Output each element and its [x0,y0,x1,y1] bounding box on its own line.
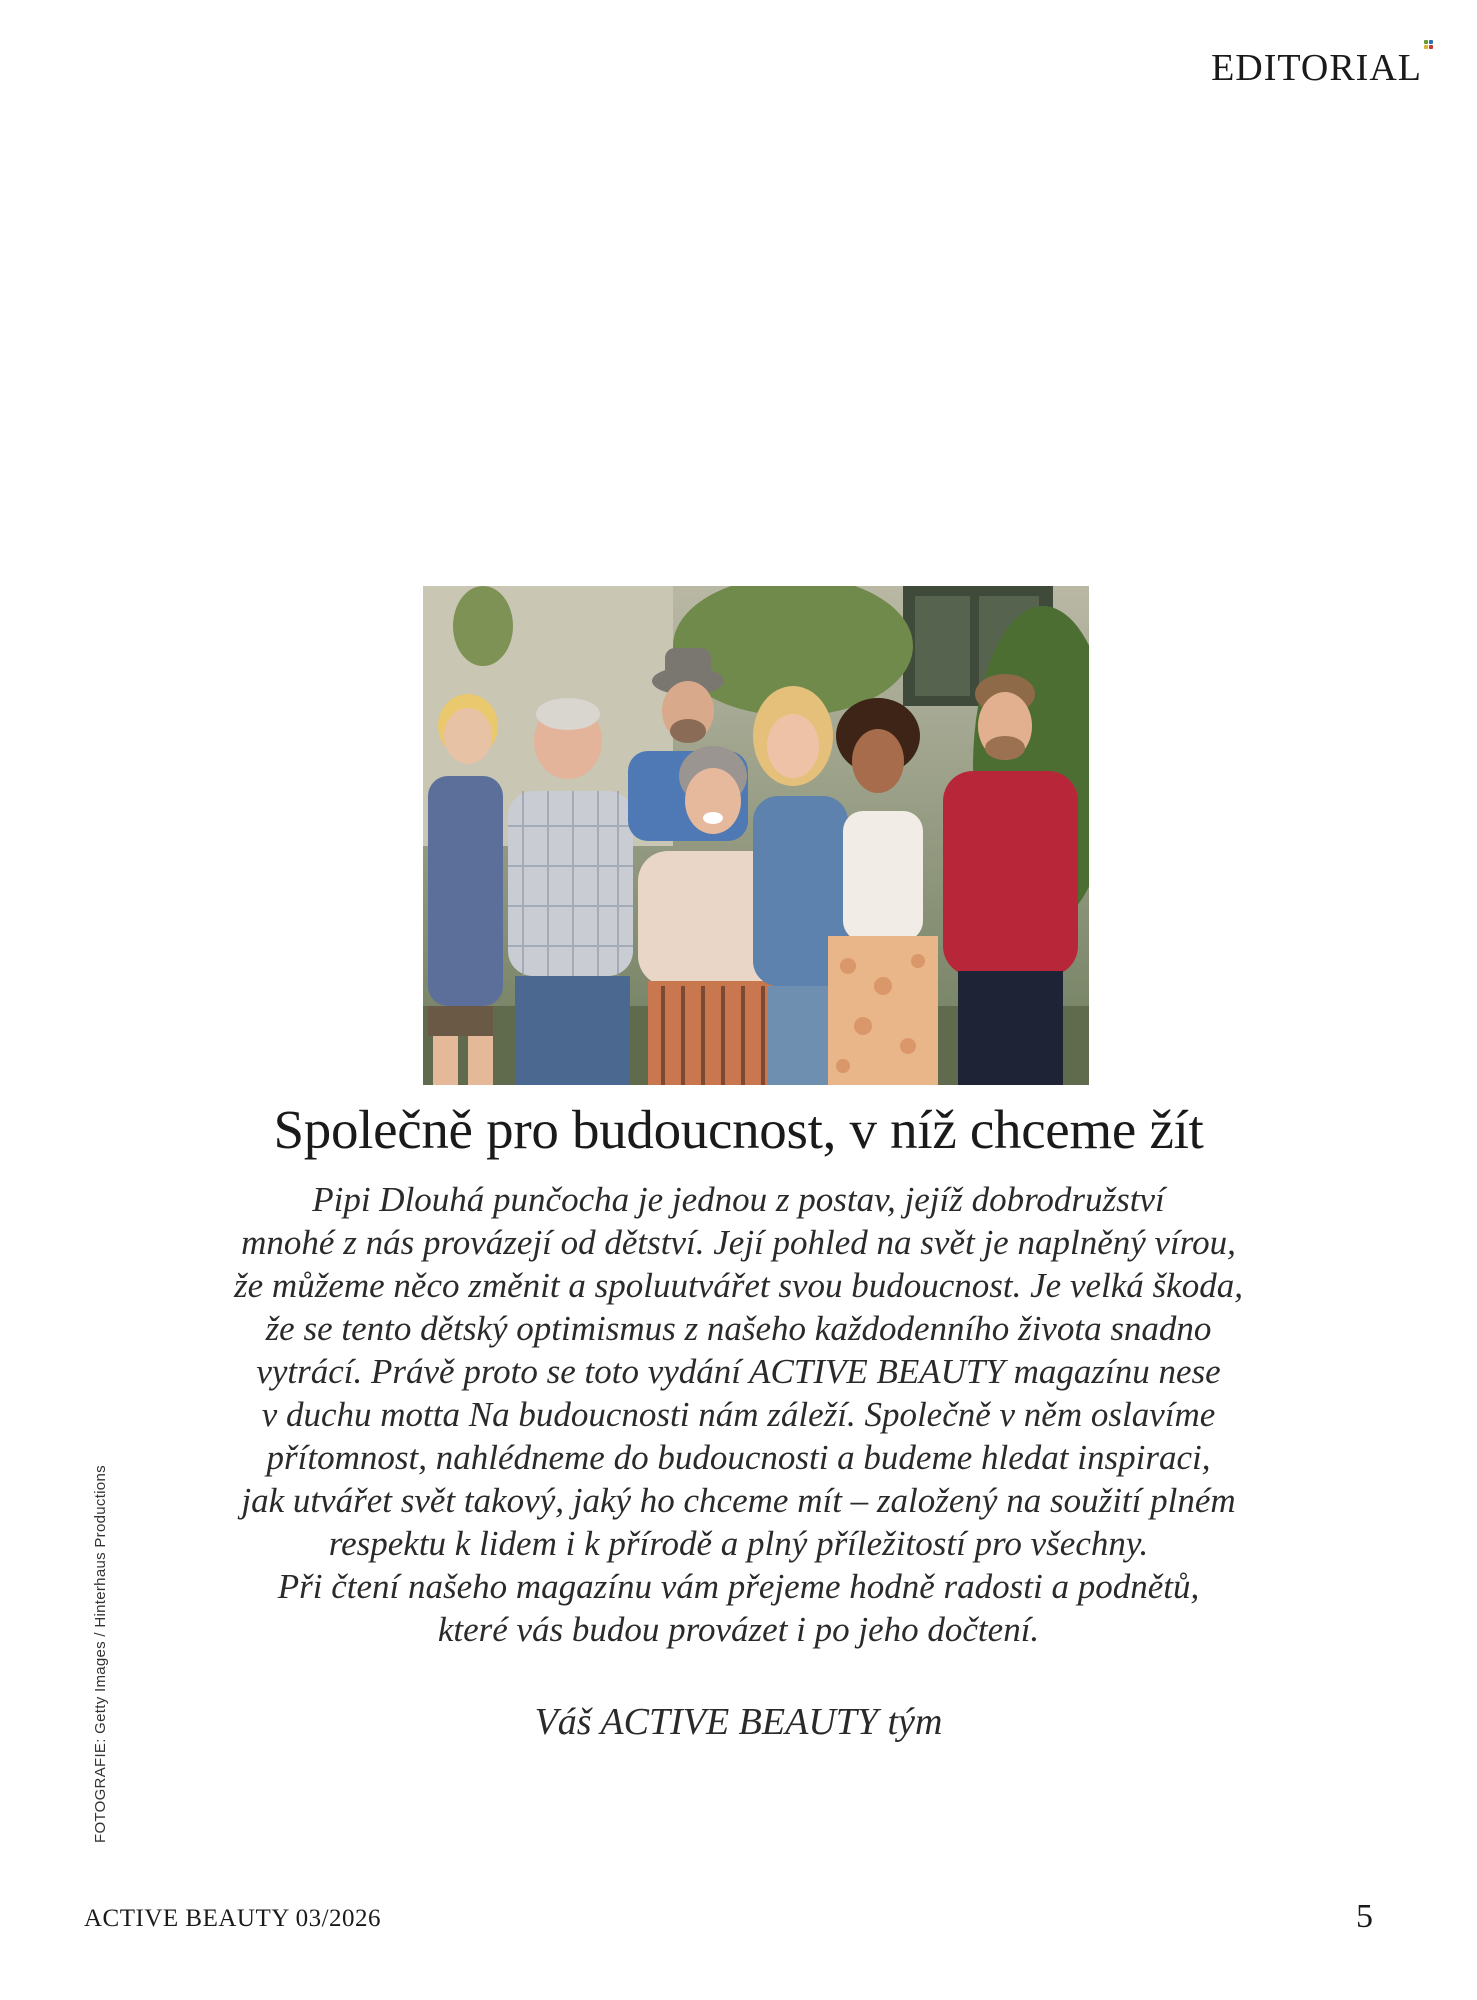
body-line: přítomnost, nahlédneme do budoucnosti a budeme hledat inspiraci, [266,1438,1211,1477]
body-line: vytrácí. Právě proto se toto vydání ACTIVE BEAUTY magazínu nese [256,1352,1221,1391]
section-label: EDITORIAL [1211,47,1422,89]
body-line: v duchu motta Na budoucnosti nám záleží. Společně v něm oslavíme [261,1395,1216,1434]
article-body [160,1178,1317,1651]
body-line: Pipi Dlouhá punčocha je jednou z postav, jejíž dobrodružství [312,1180,1165,1219]
page-number: 5 [1356,1898,1373,1935]
article-headline: Společně pro budoucnost, v níž chceme žít [273,1099,1204,1160]
body-line: že se tento dětský optimismus z našeho každodenního života snadno [265,1309,1212,1348]
footer-issue: ACTIVE BEAUTY 03/2026 [84,1905,382,1932]
article-signature: Váš ACTIVE BEAUTY tým [534,1701,943,1743]
body-line: které vás budou provázet i po jeho dočtení. [437,1610,1040,1649]
body-line: Při čtení našeho magazínu vám přejeme hodně radosti a podnětů, [277,1567,1200,1606]
photo-credit: FOTOGRAFIE: Getty Images / Hinterhaus Productions [92,1465,109,1843]
body-line: respektu k lidem i k přírodě a plný příležitostí pro všechny. [328,1524,1149,1563]
group-photo-image [423,586,1089,1085]
brand-logo-icon [1424,40,1434,50]
body-line: jak utvářet svět takový, jaký ho chceme mít – založený na soužití plném [241,1481,1236,1520]
body-line: že můžeme něco změnit a spoluutvářet svou budoucnost. Je velká škoda, [234,1266,1243,1305]
body-line: mnohé z nás provázejí od dětství. Její pohled na svět je naplněný vírou, [241,1223,1236,1262]
